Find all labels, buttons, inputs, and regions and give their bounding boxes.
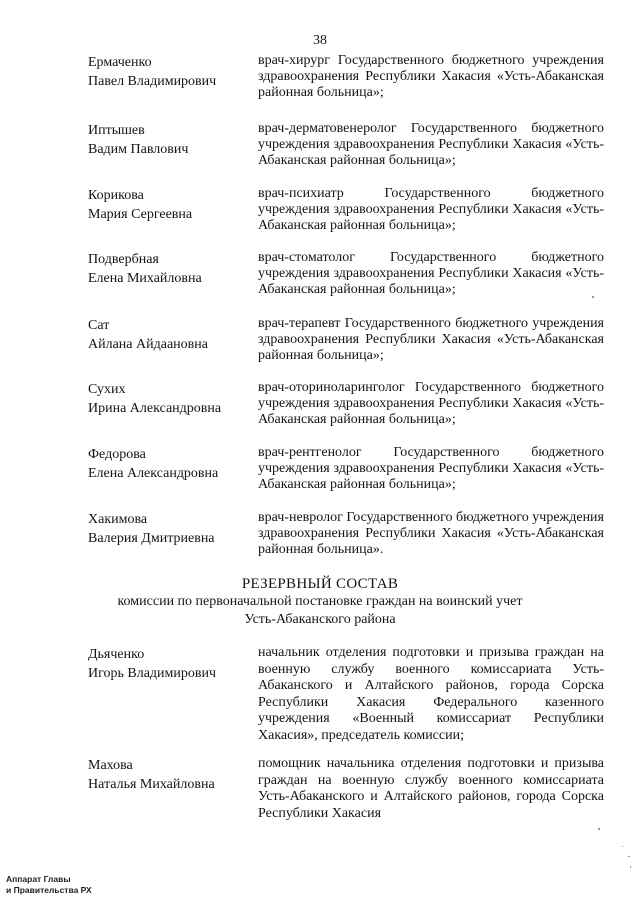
office-stamp: [6, 874, 92, 896]
member-surname: Дьяченко: [88, 647, 145, 662]
member-surname: Хакимова: [88, 512, 148, 527]
scan-speckle: [630, 866, 631, 868]
page-number: 38: [313, 33, 327, 48]
member-given-name: Наталья Михайловна: [88, 777, 215, 792]
member-position: врач-терапевт Государственного бюджетного учреждения здравоохранения Республики Хакасия «Усть-Абаканская районная больница»;: [258, 316, 604, 363]
member-name: [88, 645, 248, 683]
member-name: [88, 316, 248, 354]
scan-speckle: [622, 846, 623, 847]
member-name: [88, 121, 248, 159]
member-given-name: Мария Сергеевна: [88, 207, 193, 222]
member-given-name: Елена Александровна: [88, 466, 219, 481]
member-name: [88, 186, 248, 224]
member-position: врач-стоматолог Государственного бюджетного учреждения здравоохранения Республики Хакасия «Усть-Абаканская районная больница»;: [258, 250, 604, 297]
member-surname: Ермаченко: [88, 55, 152, 70]
reserve-section-heading: [0, 575, 640, 629]
member-surname: Иптышев: [88, 123, 145, 138]
member-position: врач-рентгенолог Государственного бюджетного учреждения здравоохранения Республики Хакасия «Усть-Абаканская районная больница»;: [258, 445, 604, 492]
member-name: [88, 380, 248, 418]
member-position: врач-психиатр Государственного бюджетного учреждения здравоохранения Республики Хакасия «Усть-Абаканская районная больница»;: [258, 186, 604, 233]
stamp-line1: Аппарат Главы: [6, 874, 71, 884]
member-given-name: Айлана Айдаановна: [88, 337, 208, 352]
member-position: врач-хирург Государственного бюджетного учреждения здравоохранения Республики Хакасия «Усть-Абаканская районная больница»;: [258, 53, 604, 100]
member-surname: Махова: [88, 758, 133, 773]
member-given-name: Вадим Павлович: [88, 142, 189, 157]
member-name: [88, 445, 248, 483]
member-surname: Федорова: [88, 447, 146, 462]
reserve-subtitle-line1: комиссии по первоначальной постановке граждан на воинский учет: [117, 594, 523, 609]
member-given-name: Игорь Владимирович: [88, 666, 217, 681]
member-position: врач-дерматовенеролог Государственного бюджетного учреждения здравоохранения Республики Хакасия «Усть-Абаканская районная больница»;: [258, 121, 604, 168]
member-surname: Корикова: [88, 188, 144, 203]
stamp-line2: и Правительства РХ: [6, 885, 92, 895]
member-name: [88, 53, 248, 91]
reserve-subtitle-line2: Усть-Абаканского района: [244, 612, 396, 627]
member-given-name: Елена Михайловна: [88, 271, 202, 286]
member-name: [88, 510, 248, 548]
reserve-title: РЕЗЕРВНЫЙ СОСТАВ: [241, 576, 399, 592]
member-name: [88, 250, 248, 288]
member-position: помощник начальника отделения подготовки и призыва граждан на военную службу военного комиссариата Усть-Абаканского и Алтайского районов, города Сорска Республики Хакасия: [258, 756, 604, 821]
scan-speckle: [592, 296, 594, 298]
member-given-name: Ирина Александровна: [88, 401, 222, 416]
member-name: [88, 756, 248, 794]
member-given-name: Павел Владимирович: [88, 74, 217, 89]
member-given-name: Валерия Дмитриевна: [88, 531, 215, 546]
scan-speckle: [598, 828, 600, 830]
member-position: врач-оториноларинголог Государственного бюджетного учреждения здравоохранения Республики Хакасия «Усть-Абаканская районная больница»;: [258, 380, 604, 427]
member-surname: Сат: [88, 318, 110, 333]
member-surname: Сухих: [88, 382, 126, 397]
scan-speckle: [628, 856, 630, 857]
member-surname: Подвербная: [88, 252, 159, 267]
member-position: начальник отделения подготовки и призыва граждан на военную службу военного комиссариата Усть-Абаканского и Алтайского районов, города Сорска Республики Хакасия Федерального казенного учреждения «Военный комиссариат Республики Хакасия», председатель комиссии;: [258, 645, 604, 743]
member-position: врач-невролог Государственного бюджетного учреждения здравоохранения Республики Хакасия «Усть-Абаканская районная больница».: [258, 510, 604, 557]
